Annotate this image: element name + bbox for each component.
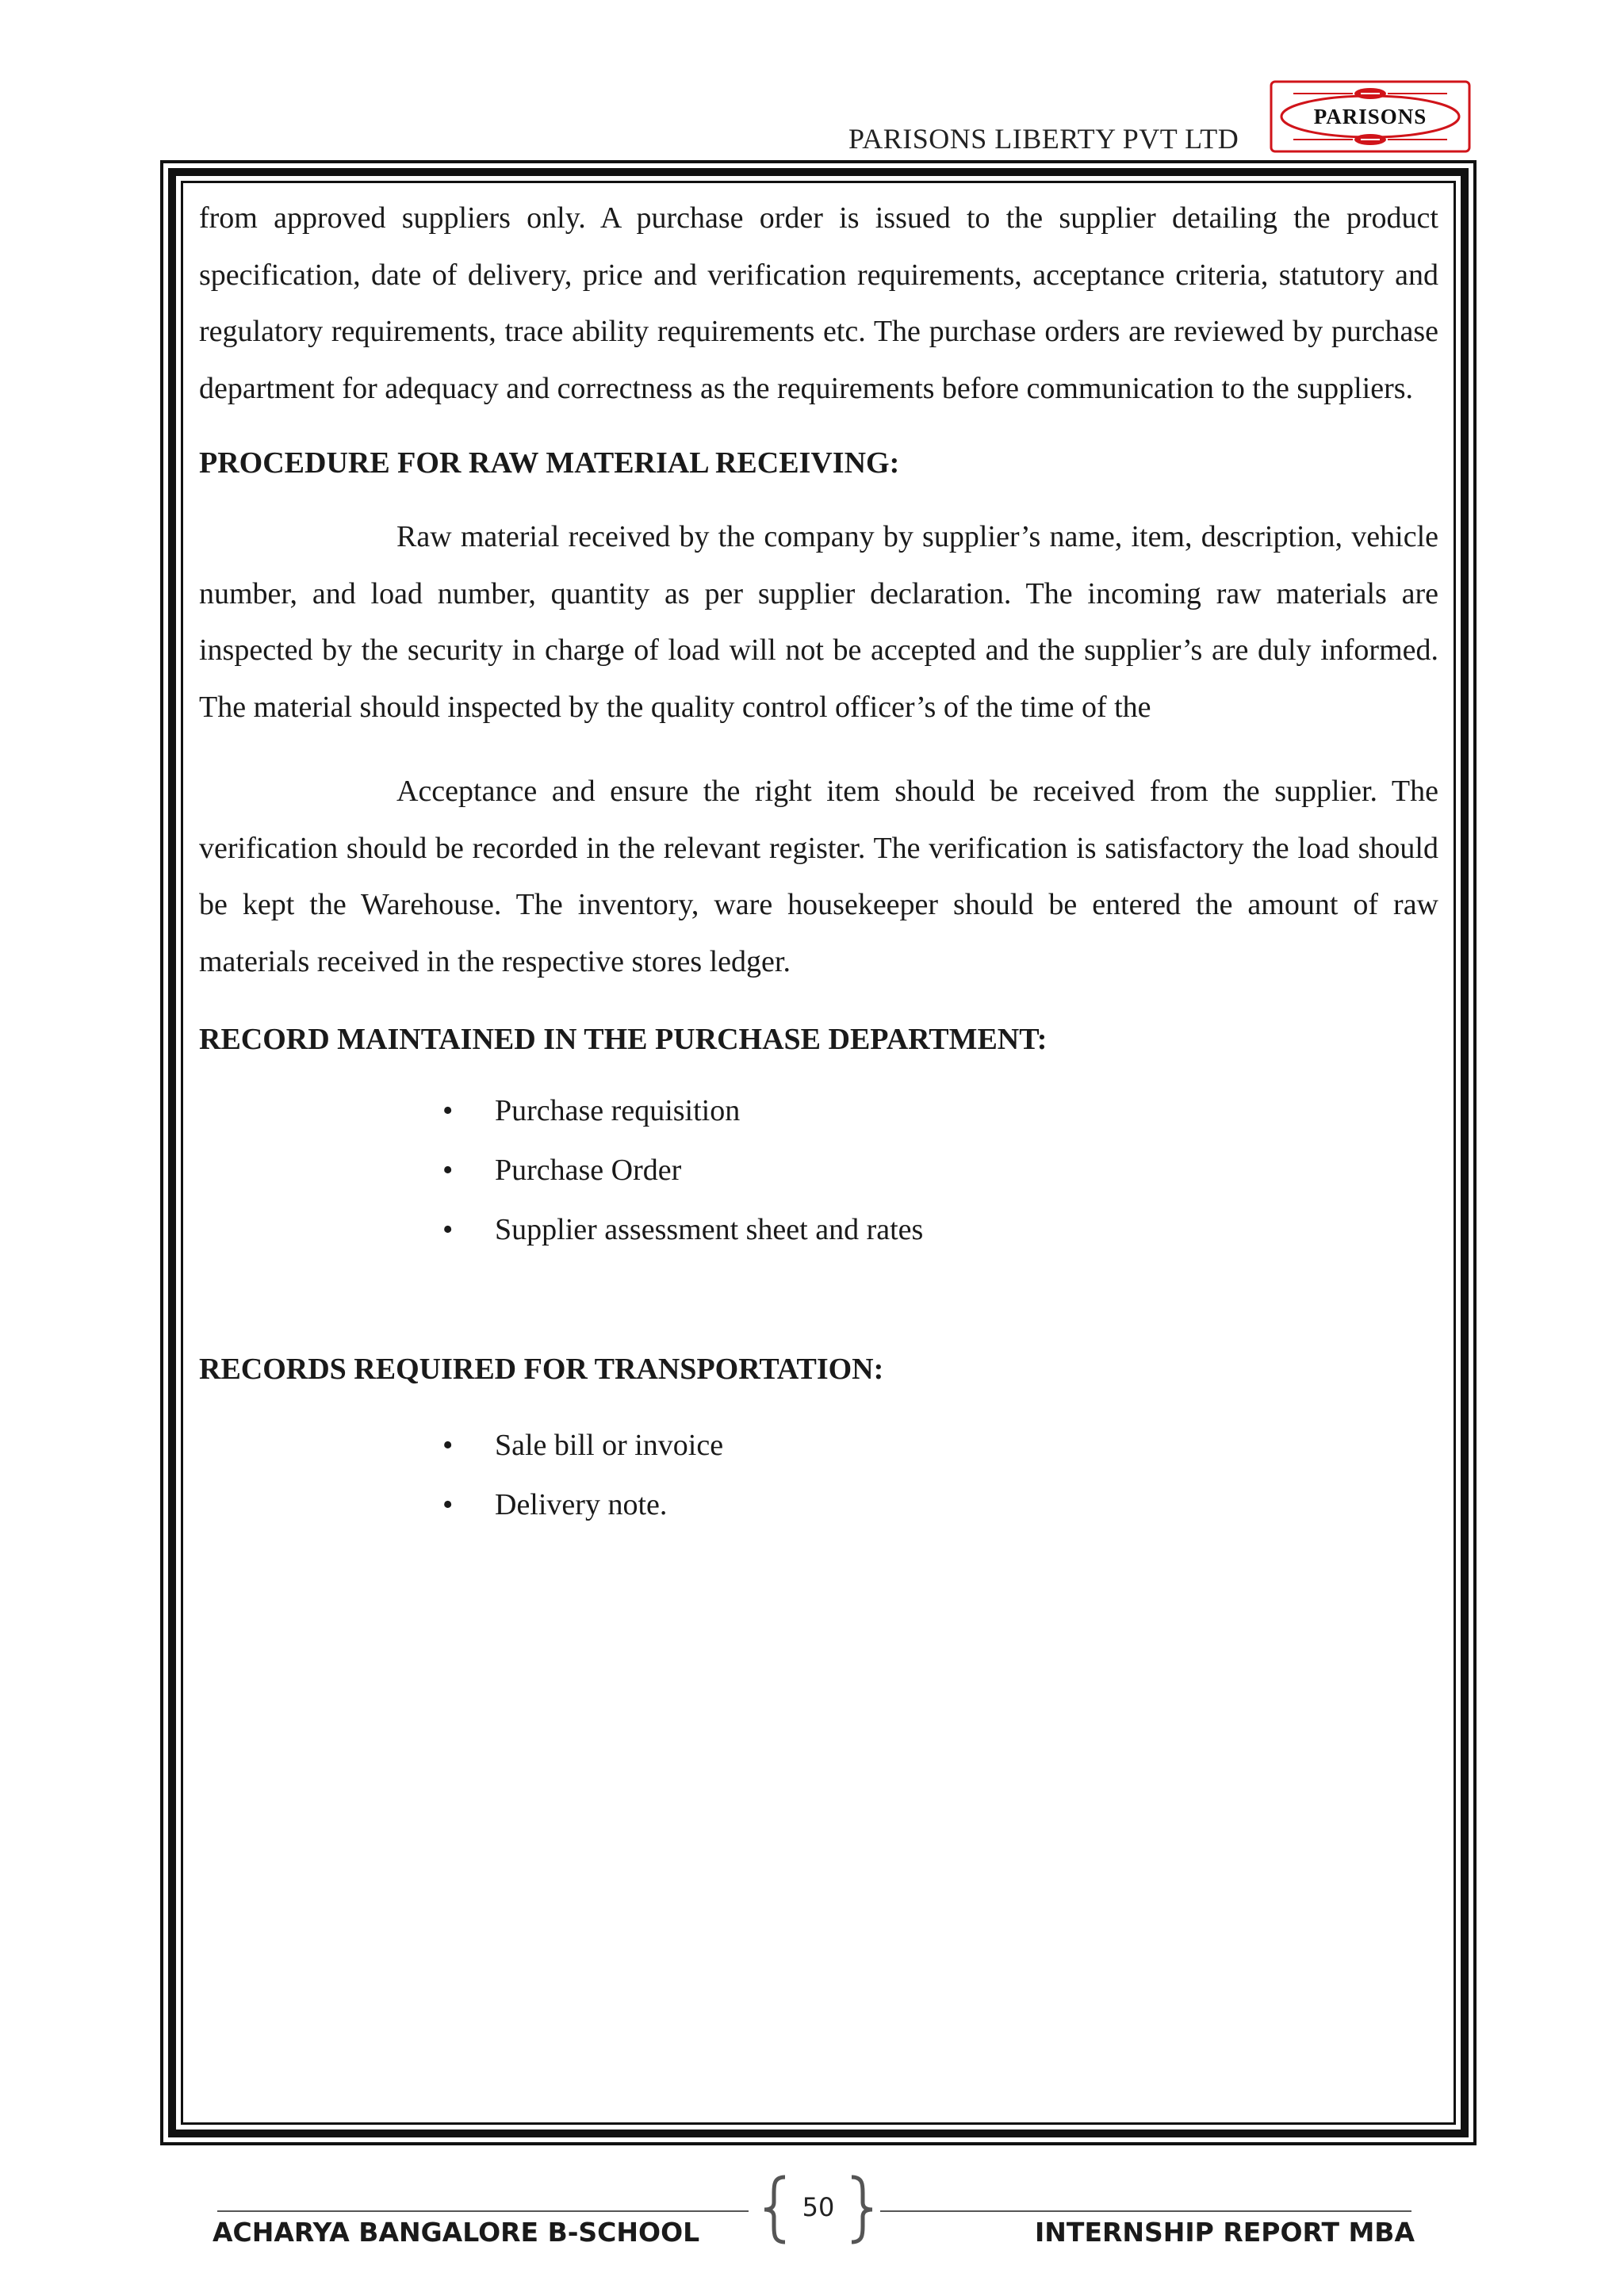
list-item: • Supplier assessment sheet and rates (199, 1200, 1438, 1260)
footer-school-name: ACHARYA BANGALORE B-SCHOOL (213, 2217, 700, 2248)
list-item: • Purchase requisition (199, 1081, 1438, 1141)
list-transport-records (199, 1416, 1438, 1535)
footer-rule-right (880, 2210, 1411, 2212)
page-number: 50 (802, 2192, 835, 2222)
list-item: • Purchase Order (199, 1141, 1438, 1200)
right-brace-icon (842, 2174, 890, 2245)
footer-report-title: INTERNSHIP REPORT MBA (1035, 2217, 1415, 2248)
heading-raw-material-receiving: PROCEDURE FOR RAW MATERIAL RECEIVING: (199, 446, 900, 480)
paragraph-acceptance: Acceptance and ensure the right item should be received from the supplier. The verification should be recorded in the relevant register. The verification is satisfactory the load should be kept the Warehouse. The inventory, ware housekeeper should be entered the amount of raw materials received in the respective stores ledger. (199, 775, 1438, 978)
page-content (199, 190, 1438, 1535)
heading-records-purchase-department: RECORD MAINTAINED IN THE PURCHASE DEPARTMENT: (199, 1023, 1048, 1056)
paragraph-raw-material-received: Raw material received by the company by supplier’s name, item, description, vehicle number, and load number, quantity as per supplier declaration. The incoming raw materials are inspected by the security in charge of load will not be accepted and the supplier’s are duly informed. The material should inspected by the quality control officer’s of the time of the (199, 520, 1438, 724)
header-company-name: PARISONS LIBERTY PVT LTD (848, 123, 1239, 155)
paragraph-purchase-order: from approved suppliers only. A purchase order is issued to the supplier detailing the product specification, date of delivery, price and verification requirements, acceptance criteria, statutory and regulatory requirements, trace ability requirements etc. The purchase orders are reviewed by purchase department for adequacy and correctness as the requirements before communication to the suppliers. (199, 201, 1438, 405)
list-purchase-records (199, 1081, 1438, 1260)
footer-rule-left (217, 2210, 749, 2212)
parisons-logo (1270, 80, 1471, 153)
list-item: • Sale bill or invoice (199, 1416, 1438, 1475)
list-item: • Delivery note. (199, 1475, 1438, 1535)
heading-records-transportation: RECORDS REQUIRED FOR TRANSPORTATION: (199, 1353, 884, 1386)
svg-text:PARISONS: PARISONS (1313, 105, 1427, 128)
left-brace-icon (747, 2174, 795, 2245)
